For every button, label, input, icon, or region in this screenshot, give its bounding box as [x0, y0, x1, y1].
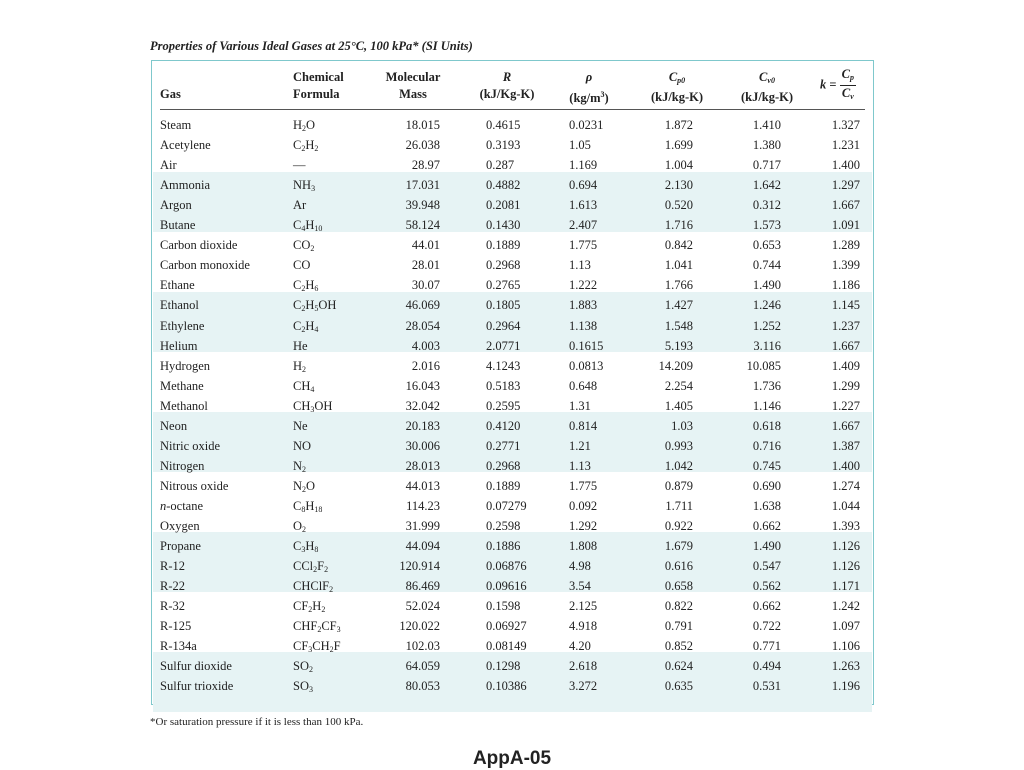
header-cv: $C_{v0}$ (kJ/kg-K): [740, 70, 794, 104]
cell-gas: Nitric oxide: [160, 438, 221, 453]
cell-k: 1.227: [831, 398, 860, 413]
cell-R: 0.5183: [486, 378, 521, 393]
cell-cp: 1.699: [664, 138, 693, 153]
table-row: [152, 397, 873, 417]
cell-cv: 0.653: [752, 238, 781, 253]
cell-cp: 1.03: [671, 418, 693, 433]
cell-mass: 30.006: [405, 438, 440, 453]
cell-gas: Helium: [160, 338, 198, 353]
cell-rho: 4.918: [569, 619, 598, 634]
cell-k: 1.299: [831, 378, 860, 393]
cell-cv: 1.380: [752, 138, 781, 153]
cell-rho: 0.0813: [569, 358, 604, 373]
header-cp: $C_{p0}$ (kJ/kg-K): [650, 70, 704, 104]
cell-k: 1.231: [831, 138, 860, 153]
cell-cv: 0.744: [752, 258, 781, 273]
cell-cv: 0.312: [752, 198, 781, 213]
cell-formula: CO: [293, 258, 311, 273]
cell-rho: 2.407: [569, 218, 598, 233]
cell-mass: 120.022: [399, 619, 440, 634]
cell-R: 0.1805: [486, 298, 521, 313]
cell-R: 2.0771: [486, 338, 521, 353]
cell-cv: 10.085: [746, 358, 781, 373]
figure-caption: AppA-05: [472, 748, 552, 769]
cell-rho: 0.1615: [569, 338, 604, 353]
table-row: [152, 317, 873, 337]
cell-cp: 1.679: [664, 539, 693, 554]
cell-mass: 28.054: [405, 318, 440, 333]
cell-gas: Sulfur trioxide: [160, 679, 234, 694]
cell-formula: He: [293, 338, 308, 353]
cell-cp: 0.616: [664, 559, 693, 574]
cell-rho: 1.775: [569, 238, 598, 253]
cell-formula: CHClF$_2$: [293, 579, 334, 595]
cell-formula: NO: [293, 438, 312, 453]
k-fraction: $\frac{C_p}{C_v}$: [841, 67, 854, 101]
cell-cv: 1.573: [752, 218, 781, 233]
cell-rho: 4.98: [569, 559, 591, 574]
cell-formula: $CH_4$: [293, 378, 315, 394]
cell-k: 1.667: [831, 338, 860, 353]
table-row: [152, 236, 873, 256]
cell-R: 0.287: [486, 158, 515, 173]
cell-k: 1.097: [831, 619, 860, 634]
cell-gas: Methanol: [160, 398, 208, 413]
cell-formula: $C_2H_2$: [293, 138, 319, 154]
cell-k: 1.667: [831, 418, 860, 433]
cell-gas: R-22: [160, 579, 185, 594]
cell-cv: 0.562: [752, 579, 781, 594]
cell-formula: $N_2$: [293, 458, 307, 474]
cell-R: 0.2964: [486, 318, 521, 333]
cell-mass: 18.015: [405, 118, 440, 132]
cell-cp: 1.042: [664, 458, 693, 473]
cell-rho: 3.272: [569, 679, 598, 694]
cell-formula: $CHF_2CF_3$: [293, 619, 341, 635]
cell-k: 1.106: [831, 639, 860, 654]
cell-R: 0.4882: [486, 178, 521, 193]
cell-rho: 2.125: [569, 599, 598, 614]
table-row: [152, 176, 873, 196]
cell-cp: 1.716: [664, 218, 693, 233]
table-row: [152, 196, 873, 216]
table-row: [152, 637, 873, 657]
cell-gas: Ethylene: [160, 318, 205, 333]
cell-R: 0.2771: [486, 438, 521, 453]
header-rule: [160, 109, 865, 110]
cell-cp: 0.852: [664, 639, 693, 654]
cell-R: 0.1886: [486, 539, 521, 554]
table-row: [152, 557, 873, 577]
cell-formula: $C_8H_{18}$: [293, 498, 323, 514]
cell-k: 1.145: [831, 298, 860, 313]
table-row: [152, 517, 873, 537]
cell-gas: Carbon dioxide: [160, 238, 238, 253]
cell-mass: 17.031: [405, 178, 440, 193]
cell-k: 1.297: [831, 178, 860, 193]
cell-cv: 0.618: [752, 418, 781, 433]
cell-gas: n-octane: [160, 498, 204, 513]
cell-cv: 0.717: [752, 158, 781, 173]
cell-cp: 1.405: [664, 398, 693, 413]
cell-cp: 0.624: [664, 659, 693, 674]
cell-cv: 0.662: [752, 519, 781, 533]
cell-rho: 3.54: [569, 579, 591, 594]
cell-cv: 0.771: [752, 639, 781, 654]
cell-cv: 0.745: [752, 458, 781, 473]
cell-R: 0.09616: [486, 579, 527, 594]
cell-formula: $CF_2H_2$: [293, 599, 326, 615]
cell-cv: 1.642: [752, 178, 781, 193]
cell-gas: Ammonia: [160, 178, 210, 193]
cell-cp: 0.822: [664, 599, 693, 614]
cell-formula: $NH_3$: [293, 178, 316, 194]
cell-gas: Neon: [160, 418, 188, 433]
cell-rho: 1.883: [569, 298, 598, 313]
header-R: R (kJ/Kg-K): [479, 70, 535, 101]
table-row: [152, 617, 873, 637]
cell-R: 0.1889: [486, 478, 521, 493]
cell-formula: $CF_3CH_2F$: [293, 639, 341, 655]
cell-k: 1.400: [831, 458, 860, 473]
cell-rho: 0.092: [569, 498, 598, 513]
cell-rho: 1.21: [569, 438, 591, 453]
cell-R: 0.1598: [486, 599, 521, 614]
cell-k: 1.186: [831, 278, 860, 293]
cell-cp: 0.658: [664, 579, 693, 594]
cell-cp: 2.130: [664, 178, 693, 193]
cell-k: 1.126: [831, 559, 860, 574]
table-row: [152, 276, 873, 296]
cell-cp: 1.548: [664, 318, 693, 333]
header-rho: ρ $(kg/m^3)$: [569, 70, 609, 105]
cell-formula: $C_2H_6$: [293, 278, 319, 294]
cell-cv: 1.410: [752, 118, 781, 132]
cell-mass: 39.948: [405, 198, 440, 213]
cell-mass: 44.01: [411, 238, 440, 253]
cell-cv: 1.490: [752, 278, 781, 293]
cell-cv: 0.690: [752, 478, 781, 493]
header-gas: Gas: [160, 87, 181, 101]
cell-mass: 2.016: [411, 358, 440, 373]
cell-cp: 0.922: [664, 519, 693, 533]
cell-formula: Ne: [293, 418, 308, 433]
cell-formula: —: [293, 158, 306, 173]
cell-R: 0.07279: [486, 498, 527, 513]
cell-mass: 20.183: [405, 418, 440, 433]
cell-formula: $H_2O$: [293, 118, 316, 133]
table-row: [152, 437, 873, 457]
table-row: [152, 537, 873, 557]
cell-formula: $N_2O$: [293, 478, 316, 494]
cell-gas: Ethanol: [160, 298, 199, 313]
table-row: [152, 657, 873, 677]
cell-mass: 32.042: [405, 398, 440, 413]
cell-k: 1.091: [831, 218, 860, 233]
cell-k: 1.393: [831, 519, 860, 533]
cell-cp: 2.254: [664, 378, 693, 393]
cell-k: 1.196: [831, 679, 860, 694]
cell-rho: 1.138: [569, 318, 598, 333]
table-row: [152, 136, 873, 156]
cell-formula: $CCl_2F_2$: [293, 559, 329, 575]
cell-cv: 1.246: [752, 298, 781, 313]
cell-mass: 120.914: [399, 559, 440, 574]
table-title: Properties of Various Ideal Gases at 25°C, 100 kPa* (SI Units): [150, 39, 473, 53]
cell-mass: 80.053: [405, 679, 440, 694]
cell-mass: 52.024: [405, 599, 440, 614]
cell-k: 1.126: [831, 539, 860, 554]
cell-k: 1.242: [831, 599, 860, 614]
cell-R: 0.2968: [486, 258, 521, 273]
cell-k: 1.289: [831, 238, 860, 253]
cell-gas: Nitrous oxide: [160, 478, 229, 493]
cell-rho: 1.613: [569, 198, 598, 213]
cell-gas: Nitrogen: [160, 458, 205, 473]
table-row: [152, 216, 873, 236]
cell-cp: 0.879: [664, 478, 693, 493]
cell-k: 1.327: [831, 118, 860, 132]
cell-R: 0.1430: [486, 218, 521, 233]
cell-cv: 1.736: [752, 378, 781, 393]
cell-rho: 1.13: [569, 258, 591, 273]
cell-gas: R-12: [160, 559, 185, 574]
cell-rho: 2.618: [569, 659, 598, 674]
cell-mass: 28.01: [411, 258, 440, 273]
table-row: [152, 677, 873, 697]
table-row: [152, 377, 873, 397]
table-header: [152, 61, 873, 113]
cell-formula: $C_2H_5OH$: [293, 298, 337, 314]
cell-cp: 0.791: [664, 619, 693, 634]
cell-gas: R-125: [160, 619, 192, 634]
cell-k: 1.667: [831, 198, 860, 213]
table-row: [152, 417, 873, 437]
cell-cv: 1.638: [752, 498, 781, 513]
table-row: [152, 296, 873, 316]
cell-cv: 0.547: [752, 559, 781, 574]
cell-cv: 3.116: [753, 338, 781, 353]
cell-cp: 1.766: [664, 278, 693, 293]
cell-rho: 0.814: [569, 418, 598, 433]
cell-mass: 30.07: [411, 278, 440, 293]
cell-formula: $SO_3$: [293, 679, 313, 695]
cell-formula: $CO_2$: [293, 238, 315, 254]
cell-k: 1.387: [831, 438, 860, 453]
cell-R: 0.2081: [486, 198, 521, 213]
cell-cv: 1.252: [752, 318, 781, 333]
cell-formula: $H_2$: [293, 358, 307, 374]
cell-rho: 4.20: [569, 639, 591, 654]
cell-mass: 44.013: [405, 478, 440, 493]
cell-R: 0.10386: [486, 679, 527, 694]
cell-cp: 1.872: [664, 118, 693, 132]
table-row: [152, 577, 873, 597]
cell-rho: 1.292: [569, 519, 598, 533]
table-row: [152, 497, 873, 517]
cell-rho: 1.31: [569, 398, 591, 413]
cell-formula: $C_3H_8$: [293, 539, 319, 555]
cell-gas: Propane: [160, 539, 201, 554]
cell-mass: 102.03: [405, 639, 440, 654]
cell-cp: 0.842: [664, 238, 693, 253]
footnote: *Or saturation pressure if it is less than 100 kPa.: [150, 716, 364, 728]
cell-cp: 1.711: [665, 498, 693, 513]
cell-gas: Air: [160, 158, 177, 173]
header-mass: Molecular Mass: [385, 70, 441, 101]
table-row: [152, 156, 873, 176]
cell-R: 0.06927: [486, 619, 527, 634]
cell-rho: 0.694: [569, 178, 598, 193]
cell-k: 1.409: [831, 358, 860, 373]
cell-mass: 44.094: [405, 539, 440, 554]
cell-gas: Acetylene: [160, 138, 211, 153]
gas-properties-table: [151, 60, 874, 705]
cell-gas: Sulfur dioxide: [160, 659, 232, 674]
cell-rho: 1.808: [569, 539, 598, 554]
cell-mass: 28.97: [411, 158, 440, 173]
cell-k: 1.044: [831, 498, 860, 513]
cell-R: 0.06876: [486, 559, 527, 574]
table-row: [152, 256, 873, 276]
cell-mass: 86.469: [405, 579, 440, 594]
cell-gas: R-32: [160, 599, 185, 614]
cell-cp: 0.635: [664, 679, 693, 694]
table-row: [152, 337, 873, 357]
cell-gas: Steam: [160, 118, 192, 132]
cell-R: 0.08149: [486, 639, 527, 654]
cell-cv: 0.722: [752, 619, 781, 634]
cell-cv: 1.490: [752, 539, 781, 554]
cell-mass: 28.013: [405, 458, 440, 473]
cell-mass: 58.124: [405, 218, 440, 233]
cell-rho: 1.05: [569, 138, 591, 153]
cell-cv: 0.531: [752, 679, 781, 694]
cell-formula: $C_4H_{10}$: [293, 218, 323, 234]
cell-R: 4.1243: [486, 358, 521, 373]
cell-k: 1.237: [831, 318, 860, 333]
table-row: [152, 597, 873, 617]
cell-R: 0.3193: [486, 138, 521, 153]
cell-mass: 16.043: [405, 378, 440, 393]
cell-gas: R-134a: [160, 639, 197, 654]
cell-cv: 0.494: [752, 659, 781, 674]
cell-R: 0.2595: [486, 398, 521, 413]
cell-R: 0.2598: [486, 519, 521, 533]
cell-mass: 31.999: [405, 519, 440, 533]
cell-cp: 0.993: [664, 438, 693, 453]
cell-mass: 46.069: [405, 298, 440, 313]
cell-k: 1.400: [831, 158, 860, 173]
cell-k: 1.263: [831, 659, 860, 674]
cell-cv: 0.716: [752, 438, 781, 453]
cell-gas: Butane: [160, 218, 196, 233]
table-row: [152, 357, 873, 377]
cell-gas: Oxygen: [160, 519, 200, 533]
header-formula: Chemical Formula: [293, 70, 344, 101]
cell-cp: 5.193: [664, 338, 693, 353]
cell-gas: Ethane: [160, 278, 195, 293]
cell-mass: 114.23: [406, 498, 440, 513]
cell-gas: Carbon monoxide: [160, 258, 250, 273]
cell-R: 0.4120: [486, 418, 521, 433]
cell-formula: $C_2H_4$: [293, 318, 319, 334]
cell-rho: 1.169: [569, 158, 598, 173]
table-row: [152, 116, 873, 136]
cell-gas: Argon: [160, 198, 192, 213]
cell-formula: $O_2$: [293, 519, 307, 534]
cell-k: 1.399: [831, 258, 860, 273]
cell-cp: 14.209: [658, 358, 693, 373]
cell-R: 0.4615: [486, 118, 521, 132]
cell-k: 1.171: [831, 579, 860, 594]
cell-formula: Ar: [293, 198, 307, 213]
header-k: k = $\frac{C_p}{C_v}$: [820, 67, 856, 104]
cell-mass: 64.059: [405, 659, 440, 674]
cell-rho: 1.775: [569, 478, 598, 493]
table-row: [152, 457, 873, 477]
cell-k: 1.274: [831, 478, 860, 493]
cell-formula: $CH_3OH$: [293, 398, 333, 414]
cell-R: 0.1889: [486, 238, 521, 253]
cell-cp: 1.041: [664, 258, 693, 273]
cell-formula: $SO_2$: [293, 659, 313, 675]
cell-R: 0.2968: [486, 458, 521, 473]
cell-gas: Hydrogen: [160, 358, 210, 373]
cell-rho: 0.0231: [569, 118, 604, 132]
cell-cv: 1.146: [752, 398, 781, 413]
cell-cp: 1.427: [664, 298, 693, 313]
cell-rho: 1.222: [569, 278, 598, 293]
cell-rho: 0.648: [569, 378, 598, 393]
cell-mass: 26.038: [405, 138, 440, 153]
cell-cp: 1.004: [664, 158, 693, 173]
cell-cv: 0.662: [752, 599, 781, 614]
cell-cp: 0.520: [664, 198, 693, 213]
cell-mass: 4.003: [411, 338, 440, 353]
cell-rho: 1.13: [569, 458, 591, 473]
cell-R: 0.2765: [486, 278, 521, 293]
cell-R: 0.1298: [486, 659, 521, 674]
table-row: [152, 477, 873, 497]
cell-gas: Methane: [160, 378, 204, 393]
